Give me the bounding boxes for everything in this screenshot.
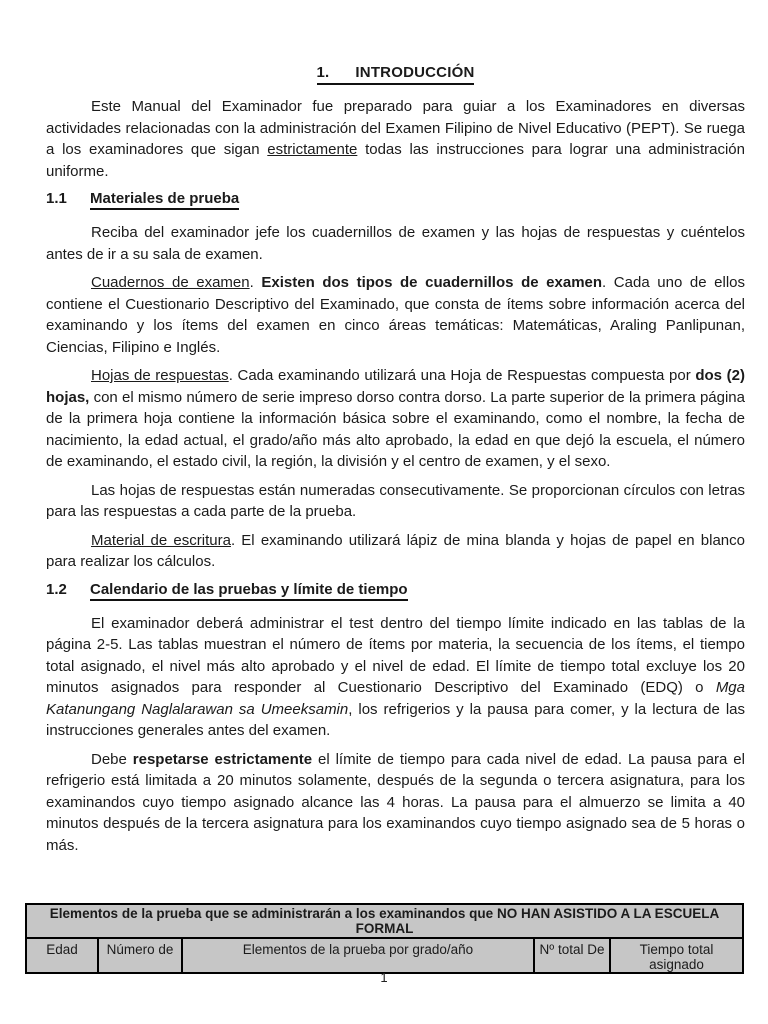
text-segment: todas las instrucciones para lograr una administración uniforme.	[46, 141, 745, 180]
section-number: 1.1	[46, 190, 67, 207]
paragraph	[46, 365, 745, 473]
text-segment: Existen dos tipos de cuadernillos de examen	[261, 274, 603, 291]
text-segment: . Cada uno de ellos contiene el Cuestionario Descriptivo del Examinado, que consta de ítems sobre información acerca del examinando y los ítems del examen en cinco áreas temáticas: Matemáticas, Araling Panlipunan, Ciencias, Filipino e Inglés.	[46, 274, 746, 356]
text-segment: con el mismo número de serie impreso dorso contra dorso. La parte superior de la primera página de la primera hoja contiene la información básica sobre el examinando, como el nombre, la fecha de nacimiento, la edad actual, el grado/año más alto aprobado, la edad en que dejó la escuela, el número de examinando, el estado civil, la región, la división y el centro de examen, y el sexo.	[46, 388, 745, 470]
table-column-header: Número de	[98, 938, 182, 973]
text-segment: El examinador deberá administrar el test dentro del tiempo límite indicado en las tablas de la página 2-5. Las tablas muestran el número de ítems por materia, la secuencia de los ítems, el tiempo total asignado, el nivel más alto aprobado y el nivel de edad. El límite de tiempo total excluye los 20 minutos asignados para responder al Cuestionario Descriptivo del Examinado (EDQ) o	[46, 614, 745, 696]
table-title: Elementos de la prueba que se administrarán a los examinandos que NO HAN ASISTIDO A LA ESCUELA FORMAL	[26, 904, 743, 938]
text-segment: el límite de tiempo para cada nivel de edad. La pausa para el refrigerio está limitada a 20 minutos solamente, después de la segunda o tercera asignatura, para los examinandos cuyo tiempo asignado alcance las 4 horas. La pausa para el almuerzo se limita a 40 minutos después de la tercera asignatura para los examinandos cuyo tiempo asignado sea de 5 horas o más.	[46, 750, 745, 854]
schedule-table-wrap	[25, 903, 742, 974]
section-number: 1.2	[46, 580, 67, 598]
document-content	[46, 0, 745, 863]
table-column-header: Tiempo total asignado	[610, 938, 743, 973]
table-column-header: Edad	[26, 938, 98, 973]
paragraph	[46, 272, 745, 358]
title-number: 1.	[316, 64, 330, 81]
text-segment: .	[249, 274, 262, 291]
text-segment: estrictamente	[267, 141, 358, 158]
table-title-row	[26, 904, 743, 938]
document-body	[46, 96, 745, 856]
title-underline	[317, 64, 475, 85]
text-segment: Material de escritura	[91, 531, 231, 549]
text-segment: respetarse estrictamente	[132, 750, 313, 768]
section-title: Calendario de las pruebas y límite de tiempo	[90, 581, 408, 601]
table-column-header: Elementos de la prueba por grado/año	[182, 938, 534, 973]
title-text: INTRODUCCIÓN	[355, 64, 475, 81]
page-number: 1	[380, 970, 388, 985]
section-heading	[46, 580, 745, 599]
paragraph	[46, 222, 745, 265]
document-title	[46, 64, 745, 82]
text-segment: Debe	[91, 750, 133, 768]
section-title: Materiales de prueba	[90, 190, 239, 210]
paragraph	[46, 530, 745, 573]
text-segment: Hojas de respuestas	[91, 367, 229, 384]
table-header-row	[26, 938, 743, 973]
text-segment: Las hojas de respuestas están numeradas consecutivamente. Se proporcionan círculos con letras para las respuestas a cada parte de la prueba.	[46, 481, 745, 520]
text-segment: dos (2) hojas,	[46, 367, 745, 406]
test-elements-table	[25, 903, 744, 974]
section-heading	[46, 189, 745, 208]
paragraph	[46, 613, 745, 742]
table-column-header: Nº total De	[534, 938, 610, 973]
text-segment: Cuadernos de examen	[91, 274, 250, 291]
paragraph	[46, 96, 745, 182]
text-segment: Reciba del examinador jefe los cuadernillos de examen y las hojas de respuestas y cuéntelos antes de ir a su sala de examen.	[46, 224, 745, 263]
text-segment: Mga Katanungang Naglalarawan sa Umeeksamin	[46, 679, 745, 718]
paragraph	[46, 480, 745, 523]
text-segment: . Cada examinando utilizará una Hoja de Respuestas compuesta por	[228, 367, 696, 384]
paragraph	[46, 749, 745, 857]
text-segment: . El examinando utilizará lápiz de mina blanda y hojas de papel en blanco para realizar los cálculos.	[46, 531, 745, 570]
text-segment: , los refrigerios y la pausa para comer, y la lectura de las instrucciones generales antes del examen.	[46, 700, 746, 739]
text-segment: Este Manual del Examinador fue preparado para guiar a los Examinadores en diversas actividades relacionadas con la administración del Examen Filipino de Nivel Educativo (PEPT). Se ruega a los examinadores que sigan	[46, 98, 745, 158]
